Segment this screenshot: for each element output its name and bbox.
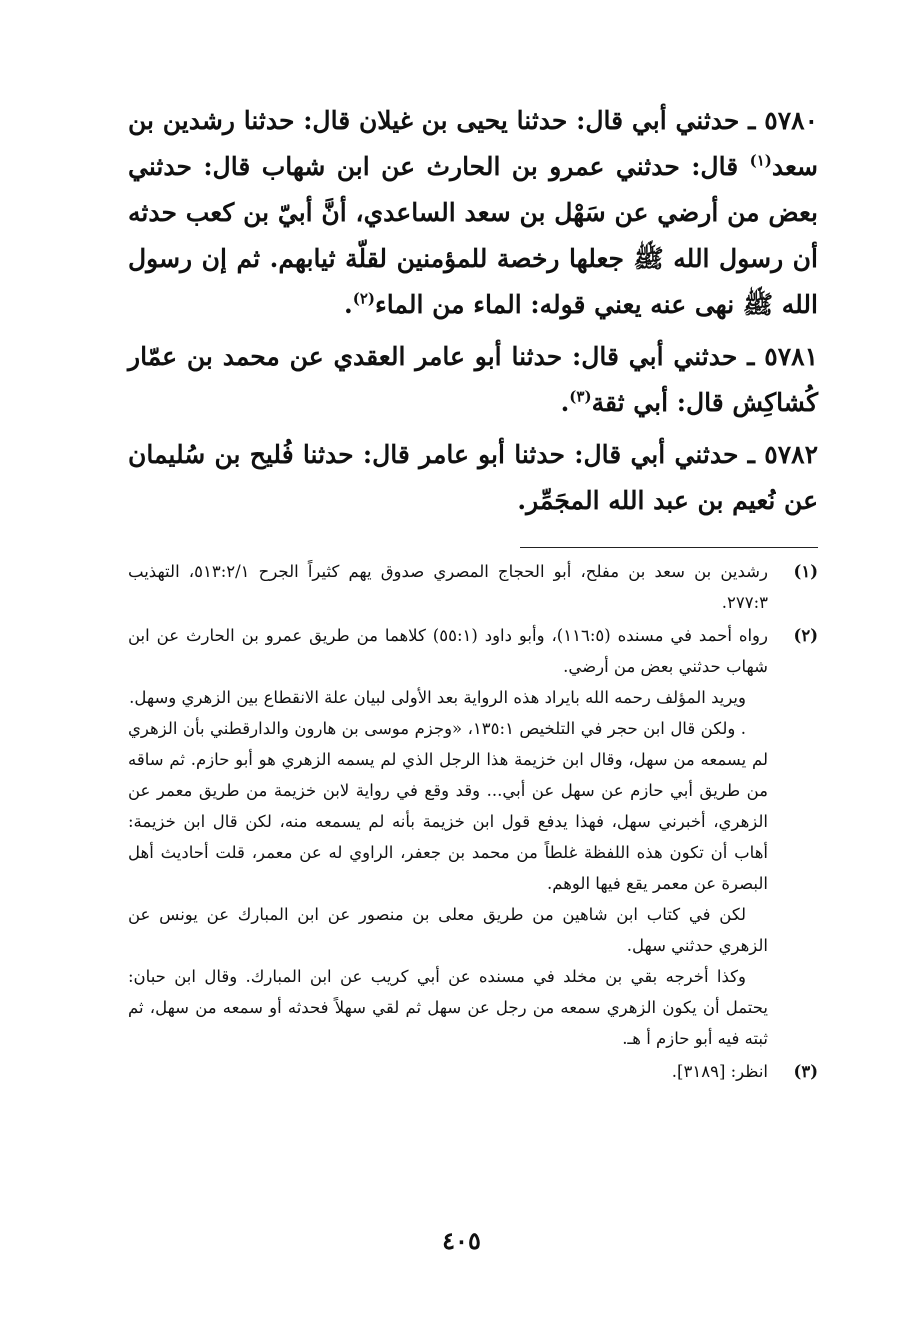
hadith-5781: [128, 334, 818, 426]
footnote-paragraph: . ولكن قال ابن حجر في التلخيص ١٣٥:١، «وجزم موسى بن هارون والدارقطني بأن الزهري لم يسمعه من سهل، وقال ابن خزيمة هذا الرجل الذي لم يسمه الزهري هو أبو حازم. ثم ساقه من طريق أبي حازم عن سهل عن أبي... وقد وقع في رواية لابن خزيمة من طريق معمر عن الزهري، أخبرني سهل، فهذا يدفع قول ابن خزيمة بأنه لم يسمعه منه، لكن قال ابن خزيمة: أهاب أن تكون هذه اللفظة غلطاً من محمد بن جعفر، الراوي له عن معمر، قلت أحاديث أهل البصرة عن معمر يقع فيها الوهم.: [128, 719, 768, 893]
hadith-number: ٥٧٨١: [764, 342, 818, 371]
footnote-body: [128, 556, 768, 618]
footnote-text: رشدين بن سعد بن مفلح، أبو الحجاج المصري صدوق يهم كثيراً الجرح ٥١٣:٢/١، التهذيب ٢٧٧:٣.: [128, 562, 768, 612]
hadith-text: قال: حدثني عمرو بن الحارث عن ابن شهاب قال: حدثني بعض من أرضي عن سَهْل بن سعد الساعدي، أنَّ أبيّ بن كعب حدثه أن رسول الله ﷺ جعلها رخصة للمؤمنين لقلّة ثيابهم. ثم إن رسول الله ﷺ نهى عنه يعني قوله: الماء من الماء: [128, 152, 818, 319]
footnote-marker: (١): [793, 562, 818, 581]
footnote-text: انظر: [٣١٨٩].: [671, 1062, 768, 1081]
hadith-5780: [128, 98, 818, 328]
footnote-marker: (٣): [793, 1062, 818, 1081]
hadith-text: ـ حدثني أبي قال: حدثنا أبو عامر العقدي عن محمد بن عمّار كُشاكِش قال: أبي ثقة: [128, 342, 818, 417]
footnote-marker: (٢): [793, 626, 818, 645]
footnote-paragraph: وكذا أخرجه بقي بن مخلد في مسنده عن أبي كريب عن ابن المبارك. وقال ابن حبان: يحتمل أن يكون الزهري سمعه من رجل عن سهل ثم لقي سهلاً فحدثه أو سمعه من سهل، ثم ثبته فيه أبو حازم أ هـ.: [128, 967, 768, 1048]
hadith-text: ـ حدثني أبي قال: حدثنا يحيى بن غيلان قال: حدثنا رشدين بن سعد: [128, 106, 818, 181]
main-text: [128, 98, 818, 530]
footnote-body: [128, 1056, 768, 1087]
footnote-ref-2[interactable]: (٢): [352, 289, 376, 308]
hadith-text: ـ حدثني أبي قال: حدثنا أبو عامر قال: حدثنا فُليح بن سُليمان عن نُعيم بن عبد الله المجَمِّر.: [128, 440, 818, 515]
footnote-divider: [520, 547, 818, 548]
hadith-number: ٥٧٨٠: [764, 106, 818, 135]
footnote-body: [128, 620, 768, 1054]
footnote-ref-1[interactable]: (١): [749, 151, 772, 170]
hadith-end: .: [560, 388, 570, 417]
hadith-end: .: [344, 290, 353, 319]
hadith-5782: [128, 432, 818, 524]
footnote-paragraph: لكن في كتاب ابن شاهين من طريق معلى بن منصور عن ابن المبارك عن يونس عن الزهري حدثني سهل.: [128, 905, 768, 955]
footnote-2: [128, 620, 818, 1054]
footnotes: [128, 556, 818, 1089]
footnote-3: [128, 1056, 818, 1087]
footnote-paragraph: رواه أحمد في مسنده (١١٦:٥)، وأبو داود (٥٥:١) كلاهما من طريق عمرو بن الحارث عن ابن شهاب حدثني بعض من أرضي.: [128, 626, 768, 676]
page-number: ٤٠٥: [442, 1226, 481, 1255]
footnote-paragraph: ويريد المؤلف رحمه الله بايراد هذه الرواية بعد الأولى لبيان علة الانقطاع بين الزهري وسهل.: [129, 688, 746, 707]
footnote-1: [128, 556, 818, 618]
footnote-ref-3[interactable]: (٣): [569, 387, 592, 406]
hadith-number: ٥٧٨٢: [764, 440, 818, 469]
